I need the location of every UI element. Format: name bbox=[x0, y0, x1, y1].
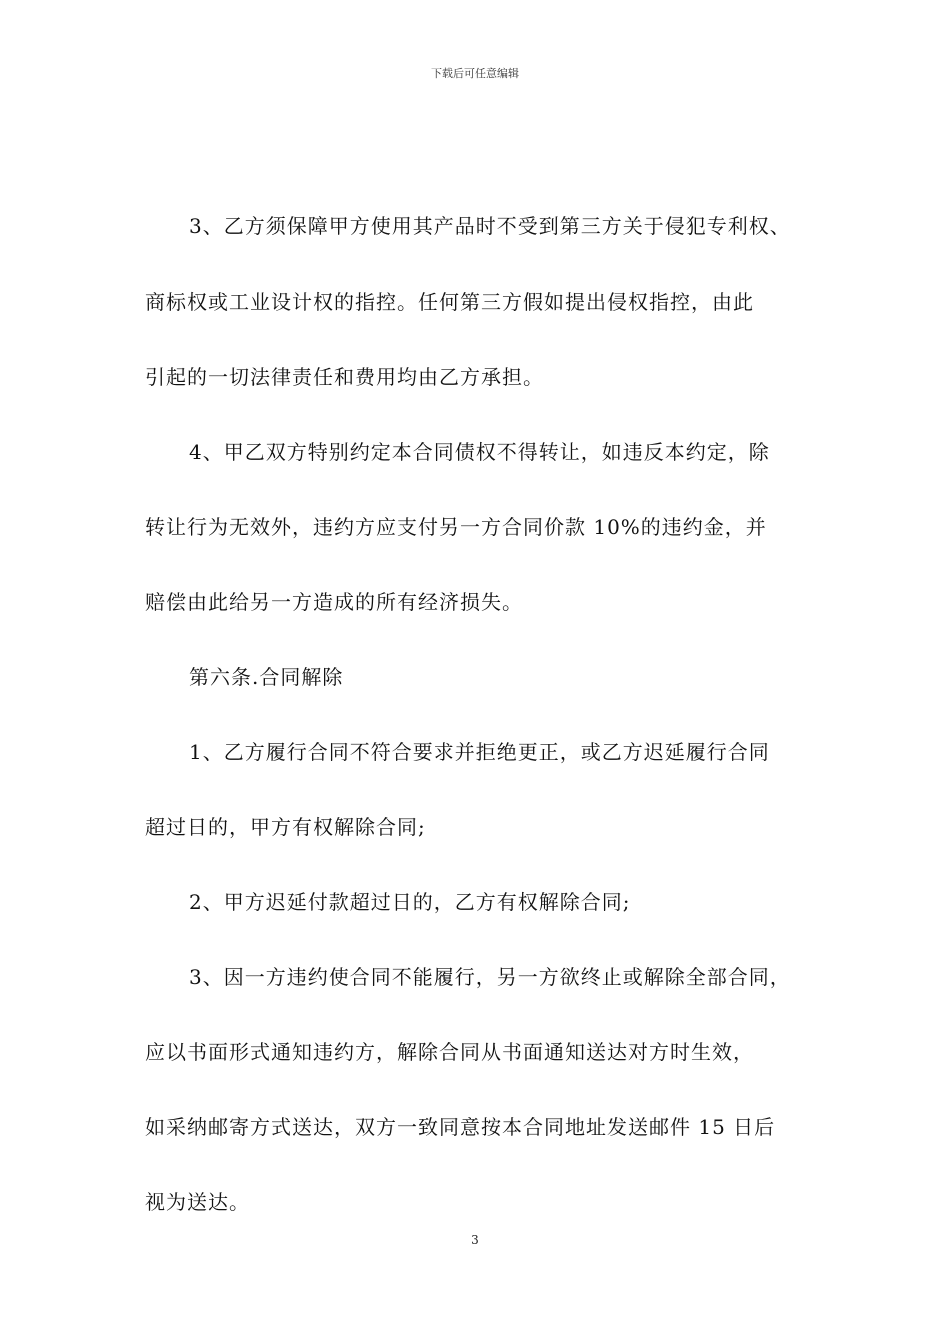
paragraph-line: 赔偿由此给另一方造成的所有经济损失。 bbox=[145, 590, 523, 614]
page-number: 3 bbox=[471, 1233, 479, 1247]
section-heading: 第六条.合同解除 bbox=[189, 665, 344, 689]
paragraph-line: 转让行为无效外，违约方应支付另一方合同价款 10%的违约金，并 bbox=[145, 515, 767, 539]
paragraph-line: 4、甲乙双方特别约定本合同债权不得转让，如违反本约定，除 bbox=[189, 440, 770, 464]
paragraph-line: 如采纳邮寄方式送达，双方一致同意按本合同地址发送邮件 15 日后 bbox=[145, 1115, 776, 1139]
paragraph-line: 2、甲方迟延付款超过日的，乙方有权解除合同; bbox=[189, 890, 631, 914]
paragraph-line: 引起的一切法律责任和费用均由乙方承担。 bbox=[145, 365, 544, 389]
paragraph-line: 1、乙方履行合同不符合要求并拒绝更正，或乙方迟延履行合同 bbox=[189, 740, 770, 764]
page-header: 下载后可任意编辑 bbox=[431, 67, 519, 80]
paragraph-line: 商标权或工业设计权的指控。任何第三方假如提出侵权指控，由此 bbox=[145, 290, 754, 314]
paragraph-line: 3、因一方违约使合同不能履行，另一方欲终止或解除全部合同， bbox=[189, 965, 791, 989]
paragraph-line: 应以书面形式通知违约方，解除合同从书面通知送达对方时生效， bbox=[145, 1040, 754, 1064]
paragraph-line: 视为送达。 bbox=[145, 1190, 250, 1214]
paragraph-line: 3、乙方须保障甲方使用其产品时不受到第三方关于侵犯专利权、 bbox=[189, 214, 791, 238]
paragraph-line: 超过日的，甲方有权解除合同; bbox=[145, 815, 426, 839]
